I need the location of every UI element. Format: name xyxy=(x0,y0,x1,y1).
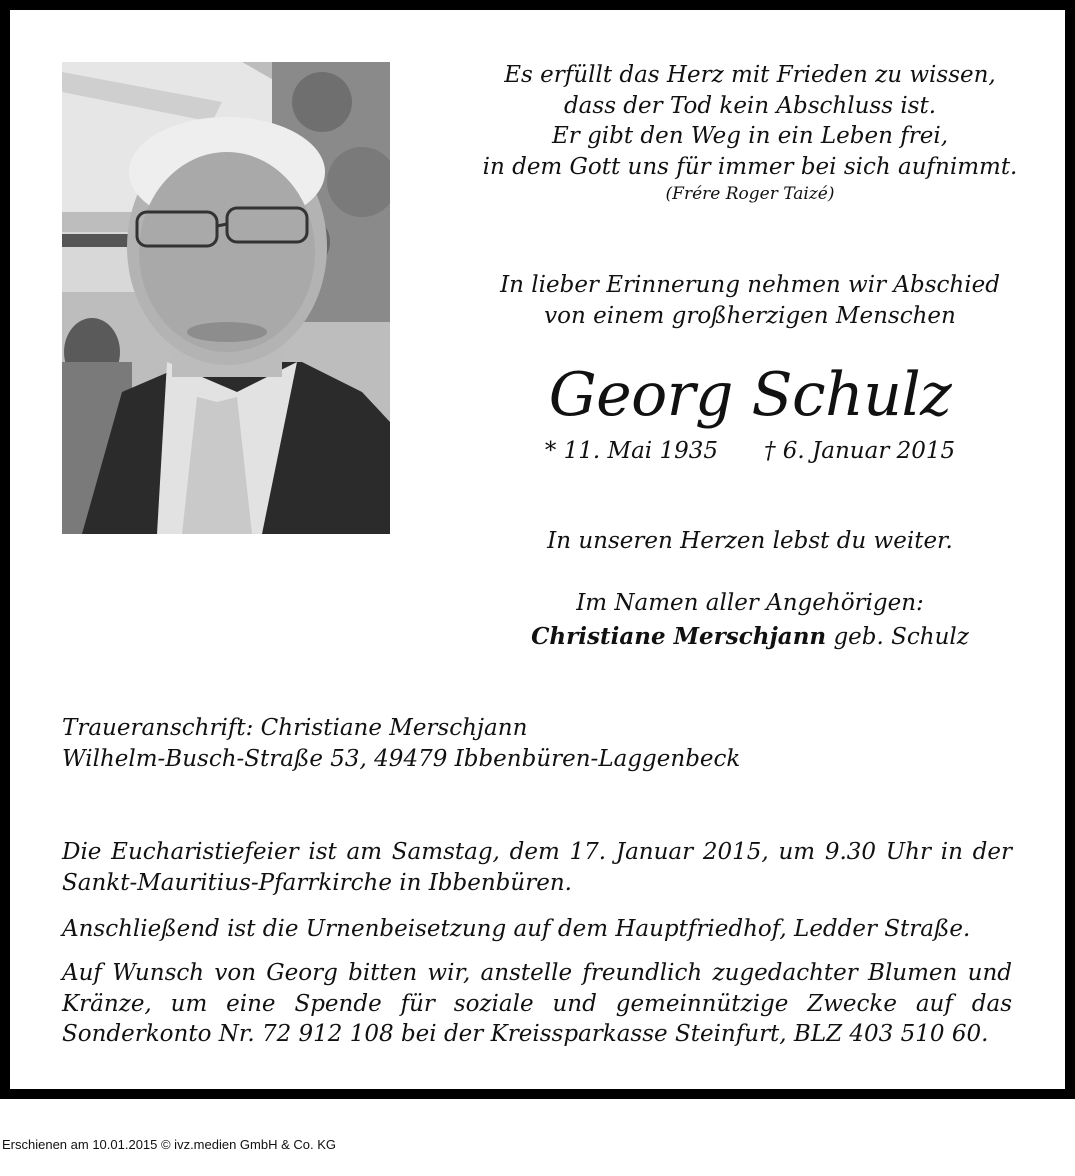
quote-line: dass der Tod kein Abschluss ist. xyxy=(563,92,937,119)
motto: In unseren Herzen lebst du weiter. xyxy=(547,528,953,554)
quote-source: (Frére Roger Taizé) xyxy=(665,184,835,204)
deceased-name: Georg Schulz xyxy=(548,360,952,430)
quote-line: in dem Gott uns für immer bei sich aufnimmt. xyxy=(482,153,1018,180)
relative-suffix: geb. Schulz xyxy=(833,624,969,650)
birth-date: * 11. Mai 1935 xyxy=(544,438,718,464)
address-line: Traueranschrift: Christiane Merschjann xyxy=(62,715,528,741)
remembrance-line: In lieber Erinnerung nehmen wir Abschied xyxy=(500,272,1000,298)
portrait-photo xyxy=(62,62,390,534)
relatives xyxy=(455,587,1045,654)
relatives-intro: Im Namen aller Angehörigen: xyxy=(576,590,924,616)
quote-line: Er gibt den Weg in ein Leben frei, xyxy=(551,123,949,149)
remembrance-text xyxy=(455,270,1045,331)
death-date: † 6. Januar 2015 xyxy=(763,438,956,464)
portrait-icon xyxy=(62,62,390,534)
burial-notice: Anschließend ist die Urnenbeisetzung auf dem Hauptfriedhof, Ledder Straße. xyxy=(62,916,971,942)
quote xyxy=(455,60,1045,182)
mourning-address xyxy=(62,713,1012,774)
remembrance-line: von einem großherzigen Menschen xyxy=(544,302,956,329)
relatives-signature xyxy=(455,620,1045,654)
donation-notice: Auf Wunsch von Georg bitten wir, anstelle freundlich zugedachter Blumen und Kränze, um eine Spende für soziale und gemeinnützige Zwecke auf das Sonderkonto Nr. 72 912 108 bei der Kreissparkasse Steinfurt, BLZ 403 510 60. xyxy=(62,960,1012,1047)
life-dates xyxy=(455,438,1045,464)
publication-footer: Erschienen am 10.01.2015 © ivz.medien GmbH & Co. KG xyxy=(2,1137,337,1152)
relative-name: Christiane Merschjann xyxy=(531,623,827,650)
eucharist-notice: Die Eucharistiefeier ist am Samstag, dem 17. Januar 2015, um 9.30 Uhr in der Sankt-Mauritius-Pfarrkirche in Ibbenbüren. xyxy=(62,839,1012,896)
quote-line: Es erfüllt das Herz mit Frieden zu wissen, xyxy=(504,62,996,88)
address-line: Wilhelm-Busch-Straße 53, 49479 Ibbenbüren-Laggenbeck xyxy=(62,745,741,772)
